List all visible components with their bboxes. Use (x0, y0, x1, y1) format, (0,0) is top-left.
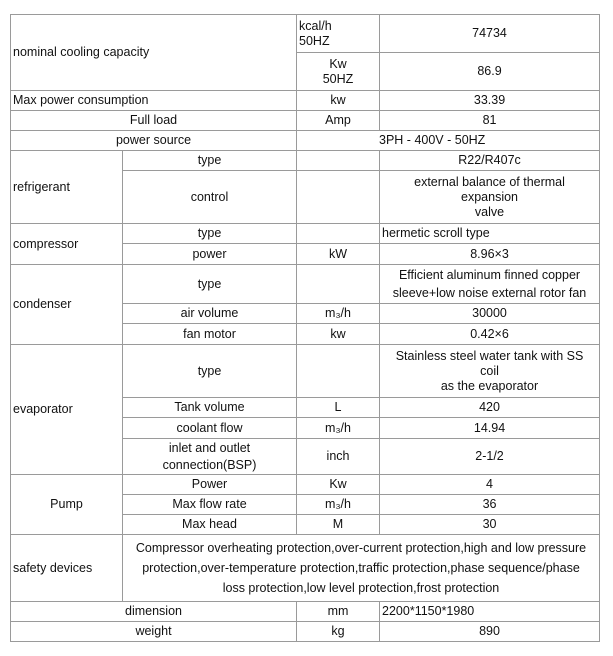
cooling-kcal-unit: kcal/h 50HZ (297, 15, 380, 53)
pump-flow-label: Max flow rate (123, 495, 297, 515)
compressor-power-unit: kW (297, 244, 380, 265)
condenser-air-value: 30000 (380, 304, 600, 324)
compressor-type-unit (297, 224, 380, 244)
evaporator-type-unit (297, 345, 380, 398)
cooling-kw-value: 86.9 (380, 53, 600, 91)
table-row (11, 224, 600, 244)
condenser-fan-label: fan motor (123, 324, 297, 345)
condenser-fan-value: 0.42×6 (380, 324, 600, 345)
table-row (11, 475, 600, 495)
table-row (11, 151, 600, 171)
full-load-unit: Amp (297, 111, 380, 131)
compressor-type-label: type (123, 224, 297, 244)
pump-head-value: 30 (380, 515, 600, 535)
evaporator-coolant-unit: m₃/h (297, 418, 380, 439)
dimension-unit: mm (297, 602, 380, 622)
cooling-kcal-value: 74734 (380, 15, 600, 53)
table-row (11, 265, 600, 304)
cooling-capacity-label: nominal cooling capacity (11, 15, 297, 91)
evaporator-label: evaporator (11, 345, 123, 475)
refrigerant-control-value: external balance of thermal expansion valve (380, 171, 600, 224)
cooling-kw-unit: Kw 50HZ (297, 53, 380, 91)
pump-label: Pump (11, 475, 123, 535)
pump-power-unit: Kw (297, 475, 380, 495)
max-power-label: Max power consumption (11, 91, 297, 111)
dimension-value: 2200*1150*1980 (380, 602, 600, 622)
pump-head-unit: M (297, 515, 380, 535)
table-row (11, 345, 600, 398)
table-row (11, 111, 600, 131)
compressor-label: compressor (11, 224, 123, 265)
max-power-unit: kw (297, 91, 380, 111)
condenser-type-value: Efficient aluminum finned copper sleeve+low noise external rotor fan (380, 265, 600, 304)
evaporator-connection-label: inlet and outlet connection(BSP) (123, 439, 297, 475)
refrigerant-label: refrigerant (11, 151, 123, 224)
pump-flow-value: 36 (380, 495, 600, 515)
condenser-label: condenser (11, 265, 123, 345)
pump-flow-unit: m₃/h (297, 495, 380, 515)
compressor-power-value: 8.96×3 (380, 244, 600, 265)
weight-label: weight (11, 622, 297, 642)
dimension-label: dimension (11, 602, 297, 622)
evaporator-tank-label: Tank volume (123, 398, 297, 418)
full-load-value: 81 (380, 111, 600, 131)
weight-value: 890 (380, 622, 600, 642)
power-source-label: power source (11, 131, 297, 151)
condenser-type-unit (297, 265, 380, 304)
table-row (11, 622, 600, 642)
pump-power-value: 4 (380, 475, 600, 495)
table-row (11, 15, 600, 53)
evaporator-connection-value: 2-1/2 (380, 439, 600, 475)
refrigerant-type-unit (297, 151, 380, 171)
power-source-value: 3PH - 400V - 50HZ (297, 131, 600, 151)
compressor-power-label: power (123, 244, 297, 265)
max-power-value: 33.39 (380, 91, 600, 111)
pump-power-label: Power (123, 475, 297, 495)
safety-devices-value: Compressor overheating protection,over-current protection,high and low pressure protection,over-temperature protection,traffic protection,phase sequence/phase loss protection,low level protection,frost protection (123, 535, 600, 602)
evaporator-coolant-value: 14.94 (380, 418, 600, 439)
condenser-air-label: air volume (123, 304, 297, 324)
evaporator-type-value: Stainless steel water tank with SS coil as the evaporator (380, 345, 600, 398)
evaporator-connection-unit: inch (297, 439, 380, 475)
refrigerant-control-unit (297, 171, 380, 224)
weight-unit: kg (297, 622, 380, 642)
evaporator-tank-value: 420 (380, 398, 600, 418)
condenser-type-label: type (123, 265, 297, 304)
compressor-type-value: hermetic scroll type (380, 224, 600, 244)
table-row (11, 131, 600, 151)
spec-table (10, 14, 600, 642)
pump-head-label: Max head (123, 515, 297, 535)
condenser-air-unit: m₃/h (297, 304, 380, 324)
safety-devices-label: safety devices (11, 535, 123, 602)
evaporator-type-label: type (123, 345, 297, 398)
table-row (11, 535, 600, 602)
condenser-fan-unit: kw (297, 324, 380, 345)
full-load-label: Full load (11, 111, 297, 131)
refrigerant-type-value: R22/R407c (380, 151, 600, 171)
refrigerant-type-label: type (123, 151, 297, 171)
evaporator-tank-unit: L (297, 398, 380, 418)
refrigerant-control-label: control (123, 171, 297, 224)
evaporator-coolant-label: coolant flow (123, 418, 297, 439)
table-row (11, 602, 600, 622)
table-row (11, 91, 600, 111)
